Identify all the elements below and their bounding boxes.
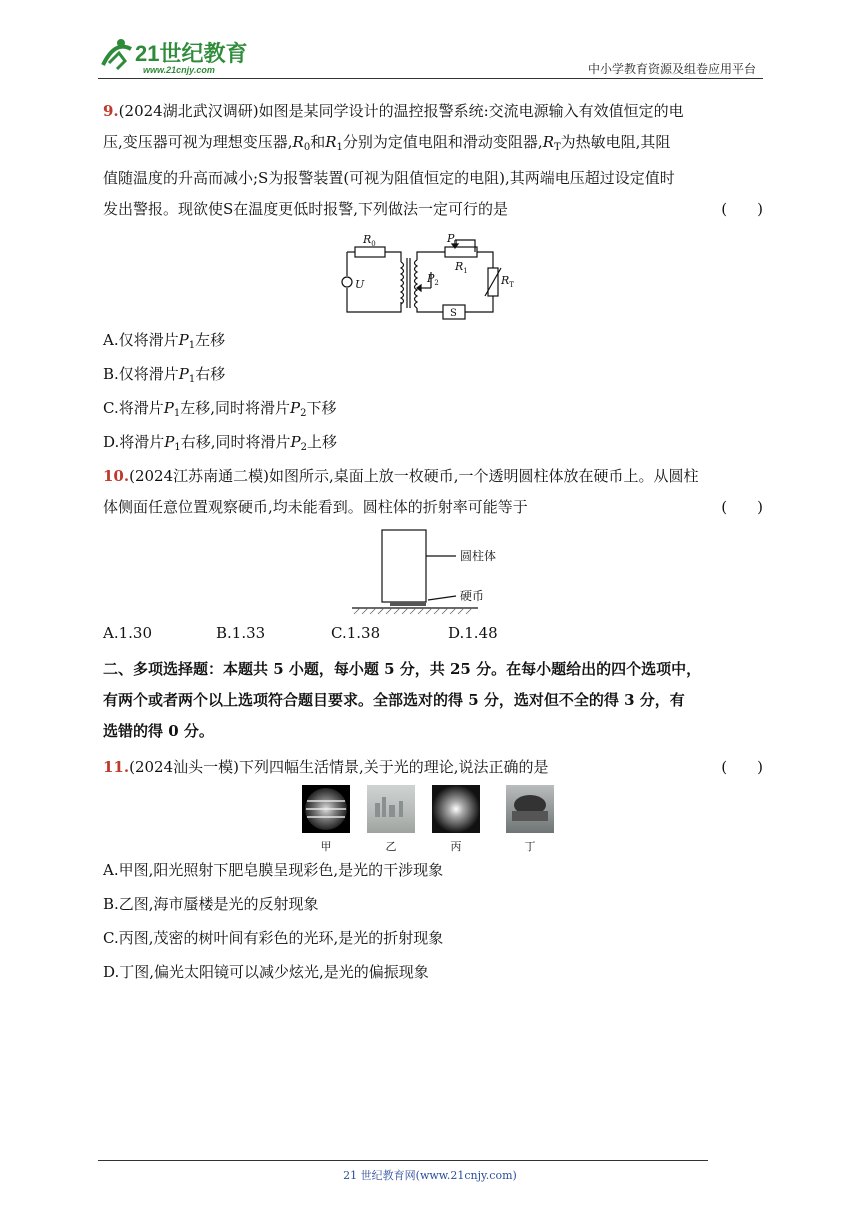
svg-text:RT: $R_T$ (501, 274, 514, 289)
q9-number: 9. (103, 102, 119, 120)
q11-source: (2024汕头一模) (129, 758, 239, 776)
q9-option-d: D.将滑片$P_1$右移,同时将滑片$P_2$上移 (103, 433, 337, 453)
q9-option-a: A.仅将滑片$P_1$左移 (103, 331, 226, 351)
footer-divider (98, 1160, 708, 1161)
photo-label-ding: 丁 (524, 840, 536, 853)
header-divider (98, 78, 763, 79)
q10-stem: 10.(2024江苏南通二模)如图所示,桌面上放一枚硬币,一个透明圆柱体放在硬币上。从圆柱 体侧面任意位置观察硬币,均未能看到。圆柱体的折射率可能等于 ( ) (103, 461, 763, 523)
q10-answer-paren: ( ) (721, 498, 763, 516)
svg-text:S: S (450, 308, 457, 319)
svg-text:R1: $R_1$ (455, 260, 468, 275)
q10-option-b: B.1.33 (216, 624, 266, 642)
q10-source: (2024江苏南通二模) (129, 467, 269, 485)
q10-option-a: A.1.30 (103, 624, 152, 642)
q9-circuit-diagram (335, 232, 525, 324)
q10-cylinder-diagram (350, 528, 520, 618)
photo-bing-light-ring (432, 785, 480, 833)
svg-text:P1: $P_1$ (447, 232, 459, 247)
site-logo (95, 35, 260, 77)
q11-stem: 11.(2024汕头一模)下列四幅生活情景,关于光的理论,说法正确的是 ( ) (103, 752, 763, 783)
logo-url: www.21cnjy.com (143, 65, 215, 75)
site-name: 中小学教育资源及组卷应用平台 (587, 62, 756, 76)
q10-option-d: D.1.48 (448, 624, 498, 642)
q9-option-b: B.仅将滑片$P_1$右移 (103, 365, 226, 385)
svg-text:P2: $P_2$ (427, 272, 439, 287)
q10-option-c: C.1.38 (331, 624, 381, 642)
q9-stem: 9.(2024湖北武汉调研)如图是某同学设计的温控报警系统:交流电源输入有效值恒定的电 压,变压器可视为理想变压器$,R_0$和$R_1$分别为定值电阻和滑动变阻器$,R_T$为热敏电阻,其阻 值随温度的升高而减小;S为报警装置(可视为阻值恒定的电阻),其两端电压超过设定值时 发出警报。现欲使S在温度更低时报警,下列做法一定可行的是 ( ) (103, 96, 763, 225)
photo-label-jia: 甲 (320, 840, 332, 853)
photo-label-bing: 丙 (450, 840, 462, 853)
svg-text:圆柱体: 圆柱体 (460, 549, 497, 563)
q11-option-a: A.甲图,阳光照射下肥皂膜呈现彩色,是光的干涉现象 (103, 861, 444, 879)
q9-answer-paren: ( ) (721, 200, 763, 218)
q11-answer-paren: ( ) (721, 758, 763, 776)
svg-text:U: U (355, 278, 365, 291)
q11-option-d: D.丁图,偏光太阳镜可以减少炫光,是光的偏振现象 (103, 963, 429, 981)
section-2-instructions: 二、多项选择题：本题共 5 小题，每小题 5 分，共 25 分。在每小题给出的四个选项中， 有两个或者两个以上选项符合题目要求。全部选对的得 5 分，选对但不全的得 3 分，有 选错的得 0 分。 (103, 660, 702, 740)
svg-text:R0: $R_0$ (363, 233, 376, 248)
footer-text: 21 世纪教育网(www.21cnjy.com) (343, 1169, 517, 1182)
q11-option-b: B.乙图,海市蜃楼是光的反射现象 (103, 895, 319, 913)
q11-option-c: C.丙图,茂密的树叶间有彩色的光环,是光的折射现象 (103, 929, 444, 947)
q9-source: (2024湖北武汉调研) (118, 102, 259, 120)
photo-yi-mirage (367, 785, 415, 833)
q11-number: 11. (103, 758, 130, 776)
photo-ding-polarized (506, 785, 554, 833)
q10-number: 10. (103, 467, 130, 485)
photo-label-yi: 乙 (385, 840, 397, 853)
photo-jia-soap-film (302, 785, 350, 833)
q9-option-c: C.将滑片$P_1$左移,同时将滑片$P_2$下移 (103, 399, 337, 419)
logo-text: 21世纪教育 (135, 41, 248, 66)
svg-text:硬币: 硬币 (460, 589, 485, 603)
